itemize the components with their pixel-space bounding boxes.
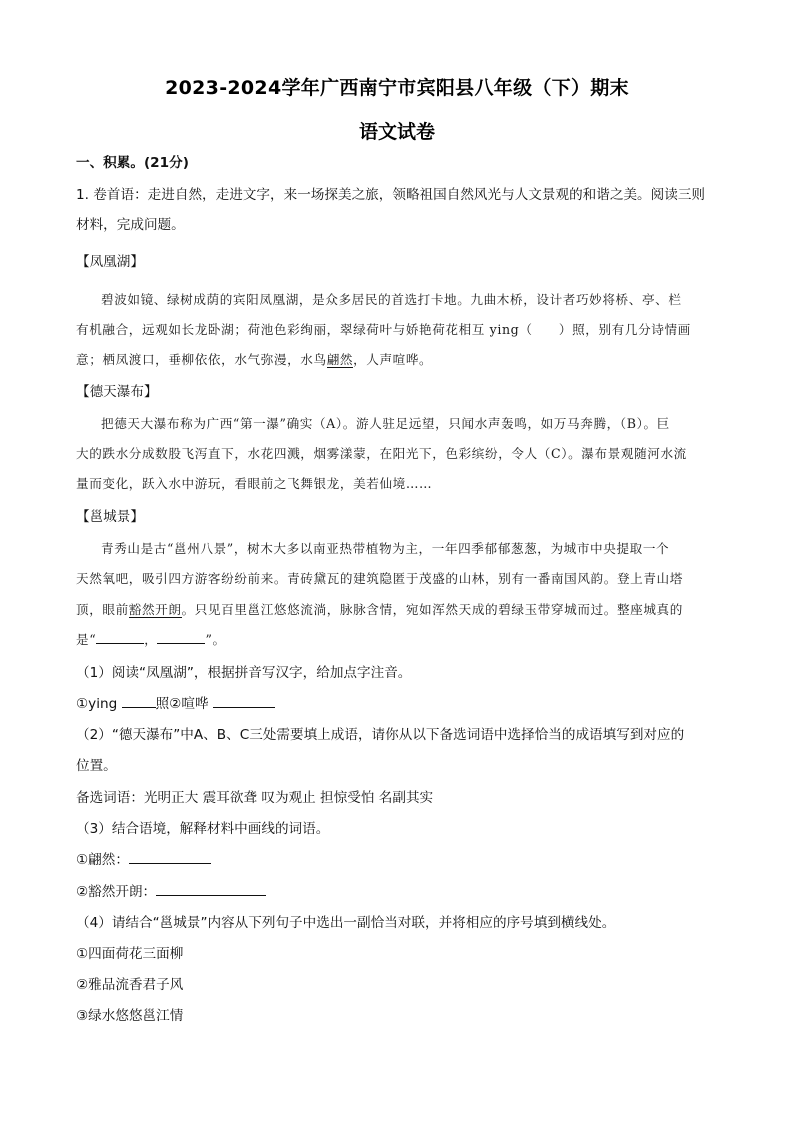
answer-blank-huoran[interactable] [156,882,266,896]
material-text: 意；栖凤渡口，垂柳依依，水气弥漫，水鸟翩然，人声喧哗。 [76,352,433,367]
answer-line-pinyin: ①ying 照②喧哗 [76,692,724,712]
material-heading-yongcheng: 【邕城景】 [76,509,144,525]
material-heading-fenghuanghu: 【凤凰湖】 [76,254,144,270]
section-heading: 一、积累。(21分) [76,155,189,171]
material-text: 把德天大瀑布称为广西“第一瀑”确实（A）。游人驻足远望，只闻水声轰鸣，如万马奔腾，（B）。巨 [101,416,670,431]
sub-question-2-cont: 位置。 [76,758,117,774]
exam-title: 2023-2024学年广西南宁市宾阳县八年级（下）期末 [165,77,629,99]
question-intro: 1. 卷首语：走进自然，走进文字，来一场探美之旅，领略祖国自然风光与人文景观的和谐之美。阅读三则 [76,187,706,203]
underlined-word-pianran: 翩然 [326,352,354,367]
material-text: 天然氧吧，吸引四方游客纷纷前来。青砖黛瓦的建筑隐匿于茂盛的山林，别有一番南国风韵。登上青山塔 [76,571,683,586]
material-text: 青秀山是古“邕州八景”，树木大多以南亚热带植物为主，一年四季郁郁葱葱，为城市中央提取一个 [101,541,670,556]
couplet-fill-line: 是“ ， ”。 [76,632,226,647]
couplet-blank-2[interactable] [157,630,205,644]
material-text: 有机融合，远观如长龙卧湖；荷池色彩绚丽，翠绿荷叶与娇艳荷花相互 ying（ ）照，别有几分诗情画 [76,322,691,337]
couplet-blank-1[interactable] [96,630,144,644]
sub-question-4: （4）请结合“邕城景”内容从下列句子中选出一副恰当对联，并将相应的序号填到横线处。 [76,915,616,931]
answer-line-huoran: ②豁然开朗： [76,880,724,900]
question-intro-cont: 材料，完成问题。 [76,217,185,233]
answer-line-pianran: ①翩然： [76,848,724,868]
option-3: ③绿水悠悠邕江情 [76,1008,184,1024]
idiom-options: 备选词语：光明正大 震耳欲聋 叹为观止 担惊受怕 名副其实 [76,790,434,806]
option-1: ①四面荷花三面柳 [76,946,184,962]
sub-question-2: （2）“德天瀑布”中A、B、C三处需要填上成语，请你从以下备选词语中选择恰当的成语填写到对应的 [76,727,685,743]
exam-subtitle: 语文试卷 [358,121,435,143]
material-text: 碧波如镜、绿树成荫的宾阳凤凰湖，是众多居民的首选打卡地。九曲木桥，设计者巧妙将桥、亭、栏 [101,292,682,307]
material-heading-detian: 【德天瀑布】 [76,384,158,400]
answer-blank-pianran[interactable] [129,850,211,864]
underlined-word-huoran: 豁然开朗 [128,602,182,617]
material-text: 顶，眼前豁然开朗。只见百里邕江悠悠流淌，脉脉含情，宛如浑然天成的碧绿玉带穿城而过。整座城真的 [76,602,683,617]
sub-question-1: （1）阅读“凤凰湖”，根据拼音写汉字，给加点字注音。 [76,665,412,681]
option-2: ②雅品流香君子风 [76,977,184,993]
sub-question-3: （3）结合语境，解释材料中画线的词语。 [76,821,330,837]
material-text: 大的跌水分成数股飞泻直下，水花四溅，烟雾漾蒙，在阳光下，色彩缤纷，令人（C）。瀑布景观随河水流 [76,446,687,461]
material-text: 量而变化，跃入水中游玩，看眼前之飞舞银龙，美若仙境…… [76,476,433,491]
answer-blank-ying[interactable] [122,694,156,708]
answer-blank-xuanhua[interactable] [213,694,275,708]
